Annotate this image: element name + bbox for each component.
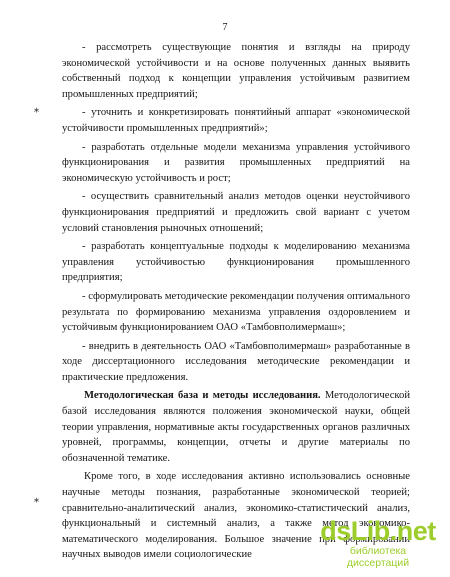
objective-item: - разработать концептуальные подходы к моделированию механизма управления устойчивостью функционирования промышленного предприятия; [62,241,410,284]
dslib-watermark [318,517,438,569]
margin-mark: ⁎ [34,494,39,505]
watermark-logo: dsLib.net [320,516,436,546]
methodology-heading: Методологическая база и методы исследования. [84,390,321,402]
page-number: 7 [222,22,228,33]
body-text [62,40,410,566]
methodology-paragraph [62,388,410,466]
objective-item: - рассмотреть существующие понятия и взгляды на природу экономической устойчивости и на основе полученных данных выявить собственный подход к концепции управления устойчивым развитием промышленных предприятий; [62,42,410,100]
margin-mark: ⁎ [34,104,39,115]
objective-item: - уточнить и конкретизировать понятийный аппарат «экономической устойчивости промышленных предприятий»; [62,107,410,134]
watermark-subtitle: библиотека диссертаций [346,545,410,569]
objective-item: - внедрить в деятельность ОАО «Тамбовполимермаш» разработанные в ходе диссертационного исследования методические рекомендации и практические предложения. [62,340,410,383]
objective-item: - осуществить сравнительный анализ методов оценки неустойчивого функционирования предприятий и предложить свой вариант с учетом условий становления рыночных отношений; [62,191,410,234]
closing-paragraph: Кроме того, в ходе исследования активно использовались основные научные методы познания, разработанные экономической теорией; сравнительно-аналитический анализ, экономико-статистический анализ, функциональный и системный анализ, а также метод экономико-математического моделирования. Большое значение при формировании научных выводов имели социологические [62,471,410,561]
methodology-text: Методологической базой исследования являются положения экономической науки, общей теории управления, нормативные акты государственных органов различных уровней, программы, концепции, отчеты и другие материалы по обозначенной тематике. [62,390,410,464]
objective-item: - разработать отдельные модели механизма управления устойчивого функционирования и развития промышленных предприятий на экономическую устойчивость и рост; [62,141,410,184]
objective-item: - сформулировать методические рекомендации получения оптимального результата по формированию механизма управления оздоровлением и устойчивым функционированием ОАО «Тамбовполимермаш»; [62,290,410,334]
